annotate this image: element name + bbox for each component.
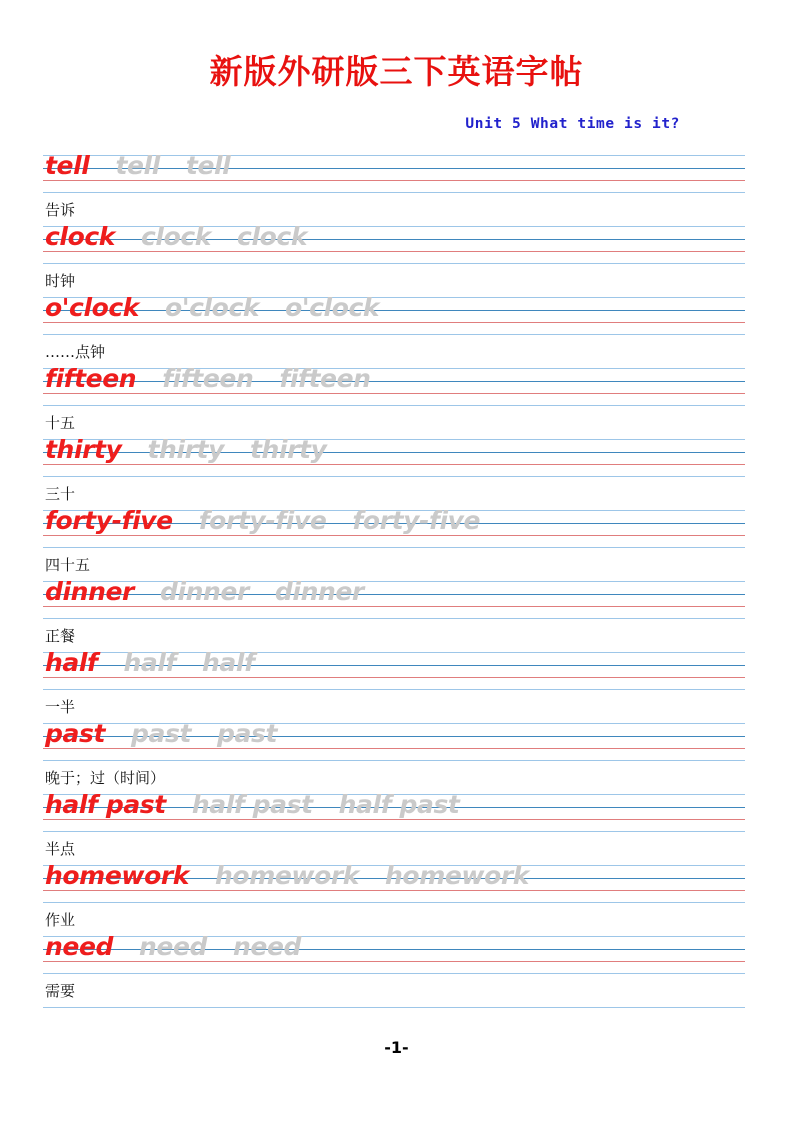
word-model: clock <box>45 222 116 251</box>
word-meaning: 三十 <box>45 485 76 503</box>
word-meaning: 一半 <box>45 698 76 716</box>
word-trace-2: dinner <box>274 577 364 606</box>
word-trace-2: half past <box>338 790 460 819</box>
guide-rule-4 <box>43 405 745 406</box>
word-trace-2: clock <box>237 222 308 251</box>
word-trace-2: forty-five <box>352 506 481 535</box>
word-trace-1: past <box>131 719 191 748</box>
sheet-closing-rule <box>43 1007 745 1008</box>
word-trace-1: tell <box>115 151 160 180</box>
handwriting-line <box>45 148 230 184</box>
page-number: -1- <box>384 1038 409 1057</box>
word-meaning: ……点钟 <box>45 343 106 361</box>
unit-subtitle: Unit 5 What time is it? <box>465 116 680 132</box>
word-trace-1: dinner <box>159 577 249 606</box>
word-trace-2: o'clock <box>285 293 380 322</box>
word-practice-row <box>43 648 745 723</box>
word-practice-row <box>43 577 745 652</box>
word-trace-2: tell <box>185 151 231 180</box>
word-meaning: 十五 <box>45 414 76 432</box>
word-trace-1: half <box>123 648 177 677</box>
word-meaning: 需要 <box>45 982 76 1000</box>
guide-rule-4 <box>43 618 745 619</box>
word-trace-1: need <box>139 932 208 961</box>
word-trace-2: half <box>202 648 255 677</box>
guide-rule-4 <box>43 973 745 974</box>
handwriting-line <box>45 716 277 752</box>
word-model: tell <box>45 151 90 180</box>
word-practice-row <box>43 719 745 794</box>
guide-rule-4 <box>43 902 745 903</box>
word-trace-2: need <box>233 932 302 961</box>
word-trace-2: fifteen <box>279 364 371 393</box>
handwriting-line <box>45 503 480 539</box>
handwriting-line <box>45 432 327 468</box>
word-practice-row <box>43 364 745 439</box>
handwriting-line <box>45 361 371 397</box>
word-trace-1: o'clock <box>165 293 260 322</box>
word-trace-1: clock <box>141 222 212 251</box>
word-model: half <box>45 648 98 677</box>
guide-rule-4 <box>43 689 745 690</box>
guide-rule-4 <box>43 263 745 264</box>
word-practice-row <box>43 861 745 936</box>
practice-sheet <box>43 151 745 1007</box>
word-practice-row <box>43 790 745 865</box>
word-trace-1: thirty <box>147 435 224 464</box>
word-practice-row <box>43 506 745 581</box>
word-trace-2: thirty <box>250 435 327 464</box>
word-meaning: 正餐 <box>45 627 76 645</box>
word-model: dinner <box>45 577 134 606</box>
guide-rule-4 <box>43 476 745 477</box>
word-meaning: 时钟 <box>45 272 76 290</box>
word-practice-row <box>43 932 745 1007</box>
handwriting-line <box>45 787 459 823</box>
word-trace-2: homework <box>385 861 530 890</box>
word-model: o'clock <box>45 293 140 322</box>
word-practice-row <box>43 435 745 510</box>
page-title: 新版外研版三下英语字帖 <box>209 55 584 91</box>
word-model: forty-five <box>45 506 173 535</box>
word-model: thirty <box>45 435 122 464</box>
handwriting-line <box>45 290 379 326</box>
word-trace-1: fifteen <box>162 364 254 393</box>
guide-rule-4 <box>43 760 745 761</box>
guide-rule-4 <box>43 334 745 335</box>
word-practice-row <box>43 151 745 226</box>
word-meaning: 晚于；过（时间） <box>45 769 166 787</box>
word-model: past <box>45 719 105 748</box>
word-meaning: 四十五 <box>45 556 91 574</box>
handwriting-line <box>45 219 307 255</box>
handwriting-line <box>45 929 301 965</box>
word-trace-1: homework <box>215 861 360 890</box>
guide-rule-4 <box>43 831 745 832</box>
word-meaning: 半点 <box>45 840 76 858</box>
word-meaning: 告诉 <box>45 201 76 219</box>
word-trace-1: forty-five <box>198 506 327 535</box>
handwriting-line <box>45 858 529 894</box>
word-practice-row <box>43 293 745 368</box>
word-trace-2: past <box>217 719 277 748</box>
word-model: homework <box>45 861 190 890</box>
word-meaning: 作业 <box>45 911 76 929</box>
handwriting-line <box>45 645 255 681</box>
guide-rule-4 <box>43 192 745 193</box>
guide-rule-4 <box>43 547 745 548</box>
word-model: need <box>45 932 114 961</box>
handwriting-line <box>45 574 364 610</box>
word-model: half past <box>45 790 166 819</box>
word-model: fifteen <box>45 364 137 393</box>
word-practice-row <box>43 222 745 297</box>
word-trace-1: half past <box>191 790 313 819</box>
